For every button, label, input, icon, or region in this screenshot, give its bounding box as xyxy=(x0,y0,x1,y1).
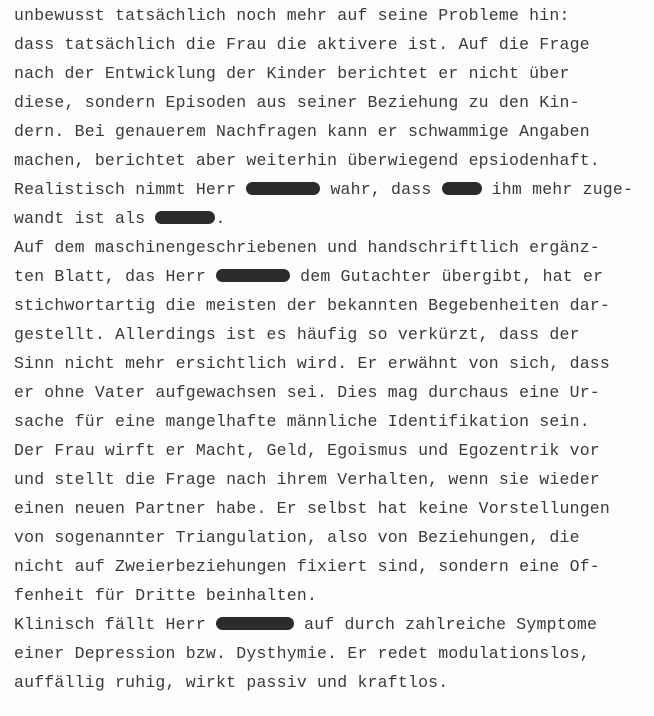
redaction-mark xyxy=(442,182,482,195)
redaction-mark xyxy=(216,617,294,630)
text-segment: wahr, dass xyxy=(320,180,442,199)
redaction-mark xyxy=(246,182,320,195)
text-line xyxy=(14,175,654,204)
text-segment: wandt ist als xyxy=(14,209,156,228)
text-segment: . xyxy=(215,209,226,228)
text-line: unbewusst tatsächlich noch mehr auf seine Probleme hin: xyxy=(14,6,570,25)
text-line: diese, sondern Episoden aus seiner Beziehung zu den Kin- xyxy=(14,93,580,112)
text-line: Sinn nicht mehr ersichtlich wird. Er erwähnt von sich, dass xyxy=(14,354,610,373)
text-segment: ihm mehr zuge- xyxy=(481,180,634,199)
text-line: sache für eine mangelhafte männliche Identifikation sein. xyxy=(14,412,590,431)
text-line: Der Frau wirft er Macht, Geld, Egoismus und Egozentrik vor xyxy=(14,441,600,460)
text-segment: dem Gutachter übergibt, hat er xyxy=(290,267,604,286)
text-line: Auf dem maschinengeschriebenen und handschriftlich ergänz- xyxy=(14,238,600,257)
text-segment: ten Blatt, das Herr xyxy=(14,267,217,286)
redaction-mark xyxy=(216,269,290,282)
text-line: einen neuen Partner habe. Er selbst hat keine Vorstellungen xyxy=(14,499,610,518)
document-body xyxy=(14,1,654,697)
text-line: nicht auf Zweierbeziehungen fixiert sind, sondern eine Of- xyxy=(14,557,600,576)
text-line: machen, berichtet aber weiterhin überwiegend epsiodenhaft. xyxy=(14,151,600,170)
text-line: und stellt die Frage nach ihrem Verhalten, wenn sie wieder xyxy=(14,470,600,489)
text-line xyxy=(14,610,654,639)
text-line: gestellt. Allerdings ist es häufig so verkürzt, dass der xyxy=(14,325,580,344)
text-line: von sogenannter Triangulation, also von Beziehungen, die xyxy=(14,528,580,547)
text-line: nach der Entwicklung der Kinder berichtet er nicht über xyxy=(14,64,570,83)
text-segment: Klinisch fällt Herr xyxy=(14,615,217,634)
text-segment: auf durch zahlreiche Symptome xyxy=(294,615,598,634)
text-line: einer Depression bzw. Dysthymie. Er redet modulationslos, xyxy=(14,644,590,663)
text-line xyxy=(14,204,654,233)
text-line: auffällig ruhig, wirkt passiv und kraftlos. xyxy=(14,673,449,692)
text-line xyxy=(14,262,654,291)
text-line: dass tatsächlich die Frau die aktivere ist. Auf die Frage xyxy=(14,35,590,54)
text-segment: Realistisch nimmt Herr xyxy=(14,180,247,199)
text-line: dern. Bei genauerem Nachfragen kann er schwammige Angaben xyxy=(14,122,590,141)
text-line: er ohne Vater aufgewachsen sei. Dies mag durchaus eine Ur- xyxy=(14,383,600,402)
redaction-mark xyxy=(155,211,215,224)
text-line: stichwortartig die meisten der bekannten Begebenheiten dar- xyxy=(14,296,610,315)
text-line: fenheit für Dritte beinhalten. xyxy=(14,586,318,605)
